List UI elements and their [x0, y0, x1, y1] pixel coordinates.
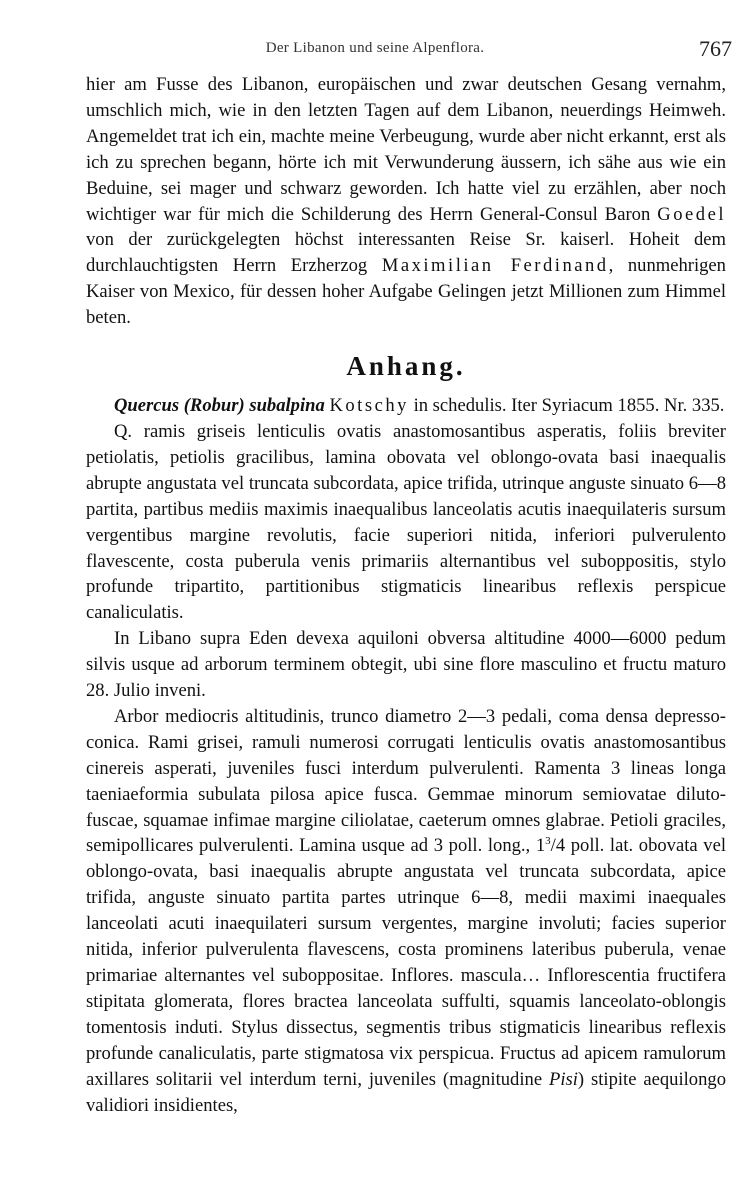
running-head: Der Libanon und seine Alpenflora. [265, 40, 485, 56]
name-goedel: Goedel [657, 203, 726, 225]
intro-text-1: hier am Fusse des Libanon, europäischen und zwar deutschen Gesang vernahm, umschlich mich, wie in den letzten Tagen auf dem Libanon, neuerdings Heimweh. Angemeldet trat ich ein, machte meine Verbeugung, wurde aber nicht erkannt, erst als ich zu sprechen begann, hörte ich mit Verwunderung äussern, ich sähe aus wie ein Beduine, sei mager und schwarz geworden. Ich hatte viel zu erzählen, aber noch wichtiger war für mich die Schilderung des Herrn General-Consul Baron [86, 74, 726, 225]
intro-text-2: von der zurückgelegten höchst interessanten Reise Sr. kaiserl. Hoheit dem durchlauchtigsten Herrn Erzherzog [86, 229, 726, 277]
species-reference: in schedulis. Iter Syriacum 1855. Nr. 335. [408, 395, 725, 417]
section-heading: Anhang. [346, 351, 466, 382]
species-entry [86, 393, 726, 419]
description-text-3: ) stipite aequilongo validiori insidientes, [86, 1068, 726, 1116]
diagnosis-paragraph: Q. ramis griseis lenticulis ovatis anastomosantibus asperatis, foliis breviter petiolatis, petiolis gracilibus, lamina obovata vel oblongo-ovata basi inaequalis abrupte angustata vel truncata subcordata, apice trifida, utrinque anguste sinuato 6—8 partita, partibus mediis maximis inaequalibus lanceolatis acutis inaequilateris sursum vergentibus margine revolutis, facie superiori nitida, inferiori pulverulento flavescente, costa puberula venis primariis alternantibus vel suboppositis, stylo profunde tripartito, partitionibus stigmaticis linearibus reflexis perspicue canaliculatis. [86, 420, 726, 624]
habitat-paragraph: In Libano supra Eden devexa aquiloni obversa altitudine 4000—6000 pedum silvis usque ad arborum terminem obtegit, ubi sine flore masculino et fructu maturo 28. Julio inveni. [86, 628, 726, 702]
fraction-denominator: 4 [555, 835, 566, 857]
species-author: Kotschy [329, 395, 409, 417]
pisi-italic: Pisi [548, 1068, 578, 1090]
description-text-1: Arbor mediocris altitudinis, trunco diametro 2—3 pedali, coma densa depresso-conica. Rami grisei, ramuli numerosi corrugati lenticulis ovatis anastomosantibus cinereis asperati, juveniles fusci interdum pulverulenti. Ramenta 3 lineas longa taeniaeformia subulata pilosa apice fusca. Gemmae minorum semiovatae diluto-fuscae, squamae infimae margine ciliolatae, caeterum omnes glabrae. Petioli graciles, semipollicares pulverulenti. Lamina usque ad 3 poll. long., 1 [86, 705, 726, 857]
name-maximilian: Maximilian Ferdinand [381, 255, 609, 277]
page-body [86, 72, 726, 1118]
intro-text-3: , nunmehrigen Kaiser von Mexico, für dessen hoher Aufgabe Gelingen jetzt Millionen zum Himmel beten. [86, 255, 726, 329]
fraction: $^3$/4 [545, 835, 566, 857]
intro-paragraph [86, 72, 726, 331]
page-number: 767 [699, 36, 732, 61]
species-name: Quercus (Robur) subalpina [114, 395, 325, 417]
description-paragraph [86, 704, 726, 1119]
description-text-2: poll. lat. obovata vel oblongo-ovata, basi inaequalis abrupte angustata vel truncata subcordata, apice trifida, anguste sinuato partita partes utrinque 6—8, medii maximi inaequales lanceolati acuti inaequilateri sursum vergentes, margine involuti; facies superior nitida, inferior pulverulenta flavescens, costa prominens lateribus puberula, venae primariae alternantes vel suboppositae. Inflores. mascula… Inflorescentia fructifera stipitata glomerata, flores bractea lanceolata suffulti, squamis lanceolato-oblongis tomentosis induti. Stylus dissectus, segmentis tribus stigmaticis linearibus reflexis profunde canaliculatis, parte stigmatosa vix perspicua. Fructus ad apicem ramulorum axillares solitarii vel interdum terni, juveniles (magnitudine [86, 835, 726, 1090]
page-header [0, 36, 750, 66]
fraction-numerator: 3 [545, 835, 551, 848]
